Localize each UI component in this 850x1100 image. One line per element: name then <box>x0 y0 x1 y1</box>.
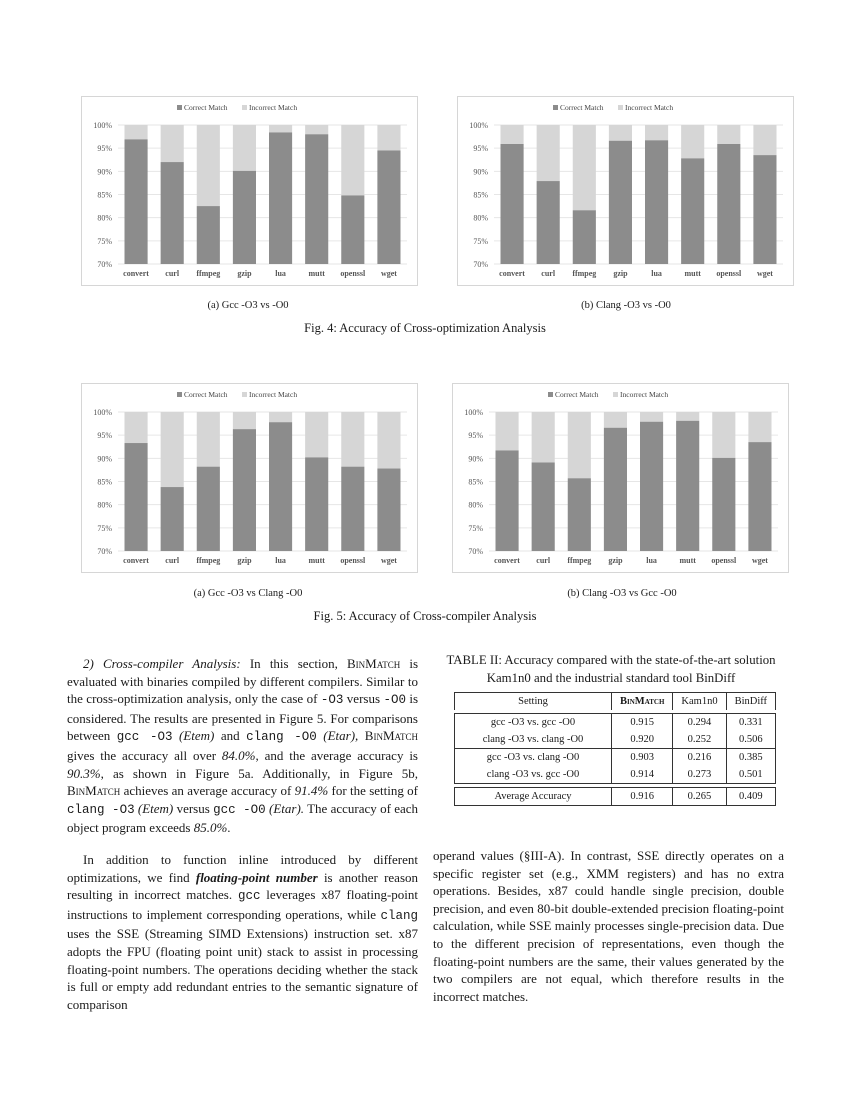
y-tick-label: 85% <box>97 190 112 200</box>
y-tick-label: 80% <box>473 213 488 223</box>
left-column <box>67 655 418 1013</box>
bar-correct <box>532 463 555 551</box>
y-tick-label: 100% <box>93 121 112 130</box>
y-tick-label: 85% <box>468 477 483 487</box>
bar-correct <box>341 195 364 264</box>
text: versus <box>176 800 210 816</box>
bar-correct <box>233 171 256 264</box>
legend-swatch-incorrect <box>242 105 247 110</box>
y-tick-label: 75% <box>473 236 488 246</box>
y-tick-label: 100% <box>469 121 488 130</box>
y-tick-label: 70% <box>468 547 483 556</box>
x-tick-label: gzip <box>608 556 623 565</box>
text: In this section, <box>249 656 338 671</box>
x-tick-label: wget <box>380 269 397 278</box>
bar-incorrect <box>681 125 704 158</box>
x-tick-label: mutt <box>679 556 696 565</box>
y-tick-label: 95% <box>97 431 112 441</box>
y-tick-label: 70% <box>97 547 112 556</box>
x-tick-label: gzip <box>237 269 252 278</box>
x-tick-label: mutt <box>308 556 325 565</box>
text: is considered. The results are presented in Figure 5. For comparisons between <box>67 691 419 744</box>
bar-correct <box>269 132 292 264</box>
y-tick-label: 100% <box>464 408 483 417</box>
bar-correct <box>717 144 740 264</box>
y-tick-label: 75% <box>97 523 112 533</box>
legend-label-incorrect: Incorrect Match <box>620 390 669 399</box>
bar-incorrect <box>305 412 328 457</box>
bar-correct <box>609 141 632 264</box>
x-tick-label: lua <box>275 269 286 278</box>
bar-correct <box>573 210 596 264</box>
table-cell: 0.920 <box>612 731 673 749</box>
x-tick-label: gzip <box>613 269 628 278</box>
table-cell: 0.501 <box>726 766 775 784</box>
y-tick-label: 95% <box>468 431 483 441</box>
bar-incorrect <box>377 125 400 150</box>
x-tick-label: lua <box>275 556 286 565</box>
table-header: BinMatch <box>612 693 673 711</box>
math: (Etem) <box>137 800 174 816</box>
bar-correct <box>748 442 771 551</box>
y-tick-label: 90% <box>473 167 488 177</box>
table-cell: 0.294 <box>673 714 726 732</box>
bar-correct <box>197 467 220 551</box>
x-tick-label: mutt <box>308 269 325 278</box>
y-tick-label: 70% <box>473 260 488 269</box>
bar-incorrect <box>341 412 364 467</box>
bar-incorrect <box>717 125 740 144</box>
x-tick-label: lua <box>646 556 657 565</box>
bar-correct <box>377 469 400 551</box>
bar-incorrect <box>532 412 555 463</box>
bar-incorrect <box>712 412 735 458</box>
value: 84.0% <box>221 747 256 763</box>
bar-correct <box>568 478 591 551</box>
table-header: Setting <box>455 693 612 711</box>
tool-name: BinMatch <box>364 728 419 744</box>
table-cell: 0.385 <box>726 749 775 767</box>
legend-swatch-incorrect <box>613 392 618 397</box>
math: (Etem) <box>178 728 215 744</box>
y-tick-label: 100% <box>93 408 112 417</box>
bar-correct <box>125 139 148 264</box>
code: gcc -O3 <box>116 730 173 745</box>
legend-label-correct: Correct Match <box>184 103 228 112</box>
value: 91.4% <box>294 783 329 799</box>
comparison-table <box>454 692 776 806</box>
text: for the setting of <box>331 783 419 799</box>
bar-incorrect <box>161 125 184 162</box>
bar-correct <box>501 144 524 264</box>
y-tick-label: 80% <box>97 213 112 223</box>
chart-fig4b <box>457 96 794 286</box>
text: . <box>227 820 231 836</box>
fig4b-caption: (b) Clang -O3 vs -O0 <box>581 300 671 311</box>
bar-correct <box>681 158 704 264</box>
y-tick-label: 85% <box>473 190 488 200</box>
fig4a-caption: (a) Gcc -O3 vs -O0 <box>207 300 289 311</box>
x-tick-label: wget <box>756 269 773 278</box>
y-tick-label: 90% <box>468 454 483 464</box>
legend-swatch-correct <box>553 105 558 110</box>
legend-swatch-correct <box>177 392 182 397</box>
fig5a-caption: (a) Gcc -O3 vs Clang -O0 <box>193 588 303 599</box>
tool-name: BinMatch <box>346 656 401 671</box>
code: gcc <box>237 889 261 904</box>
table-cell: 0.252 <box>673 731 726 749</box>
text: In addition to function inline introduced by different optimizations, we find <box>67 851 418 885</box>
value: 90.3% <box>67 765 101 781</box>
bar-incorrect <box>496 412 519 450</box>
table-cell: 0.903 <box>612 749 673 767</box>
section-heading: 2) Cross-compiler Analysis: <box>83 656 241 671</box>
chart-fig5b <box>452 383 789 573</box>
x-tick-label: ffmpeg <box>572 269 597 278</box>
table-cell: gcc -O3 vs. clang -O0 <box>455 749 612 767</box>
bar-correct <box>496 450 519 551</box>
bar-correct <box>645 140 668 264</box>
x-tick-label: ffmpeg <box>196 269 221 278</box>
bar-incorrect <box>233 125 256 171</box>
y-tick-label: 95% <box>97 144 112 154</box>
table-cell: 0.915 <box>612 714 673 732</box>
y-tick-label: 80% <box>468 500 483 510</box>
legend-swatch-incorrect <box>618 105 623 110</box>
text: is another reason resulting in incorrect matches. <box>67 869 419 903</box>
text: , as shown in Figure 5a. Additionally, in Figure 5b, <box>100 765 418 781</box>
bar-incorrect <box>233 412 256 429</box>
table-cell: 0.506 <box>726 731 775 749</box>
table-cell: gcc -O3 vs. gcc -O0 <box>455 714 612 732</box>
x-tick-label: curl <box>165 556 180 565</box>
bar-incorrect <box>501 125 524 144</box>
table-cell: 0.216 <box>673 749 726 767</box>
bar-correct <box>161 162 184 264</box>
bar-correct <box>712 458 735 551</box>
y-tick-label: 75% <box>97 236 112 246</box>
text: and <box>220 728 240 744</box>
legend-label-correct: Correct Match <box>555 390 599 399</box>
bar-correct <box>341 467 364 551</box>
code: clang -O0 <box>246 730 317 745</box>
table-cell: 0.916 <box>612 788 673 806</box>
bar-correct <box>377 150 400 264</box>
bar-incorrect <box>604 412 627 428</box>
bar-incorrect <box>377 412 400 469</box>
x-tick-label: curl <box>536 556 551 565</box>
x-tick-label: convert <box>499 269 525 278</box>
bar-correct <box>676 421 699 551</box>
bar-correct <box>197 206 220 264</box>
bar-incorrect <box>125 125 148 139</box>
bar-incorrect <box>645 125 668 140</box>
text: gives the accuracy all over <box>67 747 217 763</box>
legend-label-correct: Correct Match <box>560 103 604 112</box>
bar-incorrect <box>305 125 328 134</box>
bar-incorrect <box>748 412 771 442</box>
table-row-average <box>455 788 776 806</box>
y-tick-label: 95% <box>473 144 488 154</box>
x-tick-label: mutt <box>684 269 701 278</box>
y-tick-label: 85% <box>97 477 112 487</box>
y-tick-label: 90% <box>97 167 112 177</box>
value: 85.0% <box>193 820 228 836</box>
table-caption: TABLE II: Accuracy compared with the state-of-the-art solution Kam1n0 and the industrial standard tool BinDiff <box>446 653 776 685</box>
bar-incorrect <box>269 412 292 422</box>
bar-correct <box>125 443 148 551</box>
code: clang -O3 <box>67 802 135 817</box>
bar-incorrect <box>573 125 596 210</box>
y-tick-label: 80% <box>97 500 112 510</box>
table-row <box>455 749 776 767</box>
y-tick-label: 90% <box>97 454 112 464</box>
x-tick-label: openssl <box>716 269 742 278</box>
code: gcc -O0 <box>213 802 266 817</box>
bar-incorrect <box>197 125 220 206</box>
x-tick-label: gzip <box>237 556 252 565</box>
table-cell: 0.273 <box>673 766 726 784</box>
bar-incorrect <box>609 125 632 141</box>
math: (Etar), <box>323 728 359 744</box>
y-tick-label: 70% <box>97 260 112 269</box>
code: -O3 <box>320 693 344 708</box>
x-tick-label: openssl <box>340 269 366 278</box>
chart-fig4a <box>81 96 418 286</box>
legend-label-incorrect: Incorrect Match <box>625 103 674 112</box>
table-cell: clang -O3 vs. gcc -O0 <box>455 766 612 784</box>
x-tick-label: openssl <box>711 556 737 565</box>
math: (Etar). <box>269 800 305 816</box>
x-tick-label: lua <box>651 269 662 278</box>
bar-incorrect <box>537 125 560 181</box>
text: The accuracy of each object program exceeds <box>67 800 419 836</box>
table-cell: clang -O3 vs. clang -O0 <box>455 731 612 749</box>
x-tick-label: wget <box>751 556 768 565</box>
fig5-caption: Fig. 5: Accuracy of Cross-compiler Analysis <box>313 609 537 623</box>
fig4-caption: Fig. 4: Accuracy of Cross-optimization Analysis <box>304 321 546 335</box>
x-tick-label: convert <box>494 556 520 565</box>
bar-incorrect <box>269 125 292 132</box>
x-tick-label: curl <box>541 269 556 278</box>
emphasis: floating-point number <box>195 869 318 885</box>
legend-swatch-correct <box>177 105 182 110</box>
bar-correct <box>537 181 560 264</box>
x-tick-label: openssl <box>340 556 366 565</box>
bar-incorrect <box>753 125 776 155</box>
paragraph-floating-point <box>67 851 418 1013</box>
bar-incorrect <box>640 412 663 422</box>
bar-incorrect <box>197 412 220 467</box>
bar-incorrect <box>341 125 364 195</box>
bar-correct <box>161 487 184 551</box>
x-tick-label: wget <box>380 556 397 565</box>
text: , and the average accuracy is <box>255 747 418 763</box>
table-header: Kam1n0 <box>673 693 726 711</box>
text: versus <box>346 691 381 707</box>
table-cell: Average Accuracy <box>455 788 612 806</box>
right-column-paragraph: operand values (§III-A). In contrast, SSE directly operates on a specific register set (e.g., XMM registers) and has no extra operations. Besides, x87 could handle single precision, double precision, and even 80-bit double-extended precision floating-point calculation, while SSE mainly processes single-precision data. Due to the different precision of representations, even though the floating-point numbers are the same, their values generated by the two compilers are not equal, which therefore results in the incorrect matches. <box>433 848 784 1004</box>
y-tick-label: 75% <box>468 523 483 533</box>
bar-correct <box>233 429 256 551</box>
code: clang <box>380 908 419 923</box>
bar-correct <box>305 134 328 264</box>
table-cell: 0.914 <box>612 766 673 784</box>
table-cell: 0.409 <box>726 788 775 806</box>
text: achieves an average accuracy of <box>123 783 292 799</box>
bar-correct <box>753 155 776 264</box>
fig5b-caption: (b) Clang -O3 vs Gcc -O0 <box>567 588 677 599</box>
bar-incorrect <box>125 412 148 443</box>
bar-correct <box>604 428 627 551</box>
legend-label-incorrect: Incorrect Match <box>249 390 298 399</box>
x-tick-label: ffmpeg <box>567 556 592 565</box>
text: uses the SSE (Streaming SIMD Extensions) instruction set. x87 adopts the FPU (floating point unit) stack to assist in processing floating-point numbers. The operations deciding whether the stack is full or empty add redundant entries to the semantic signature of comparison <box>67 926 418 1012</box>
table-row <box>455 731 776 749</box>
legend-swatch-correct <box>548 392 553 397</box>
text: leverages x87 floating-point instructions to implement corresponding operations, while <box>67 887 419 922</box>
table-cell: 0.265 <box>673 788 726 806</box>
text: is evaluated with binaries compiled by different compilers. Similar to the cross-optimization analysis, only the case of <box>67 656 419 707</box>
x-tick-label: ffmpeg <box>196 556 221 565</box>
legend-swatch-incorrect <box>242 392 247 397</box>
legend-label-correct: Correct Match <box>184 390 228 399</box>
bar-correct <box>305 457 328 551</box>
tool-name: BinMatch <box>67 783 121 799</box>
table-row <box>455 714 776 732</box>
table-row <box>455 766 776 784</box>
table-cell: 0.331 <box>726 714 775 732</box>
chart-fig5a <box>81 383 418 573</box>
bar-incorrect <box>568 412 591 478</box>
bar-incorrect <box>161 412 184 487</box>
legend-label-incorrect: Incorrect Match <box>249 103 298 112</box>
bar-correct <box>269 422 292 551</box>
code: -O0 <box>383 693 406 708</box>
paragraph-cross-compiler <box>67 655 418 837</box>
bar-correct <box>640 422 663 551</box>
x-tick-label: curl <box>165 269 180 278</box>
bar-incorrect <box>676 412 699 421</box>
table-header: BinDiff <box>726 693 775 711</box>
x-tick-label: convert <box>123 269 149 278</box>
x-tick-label: convert <box>123 556 149 565</box>
